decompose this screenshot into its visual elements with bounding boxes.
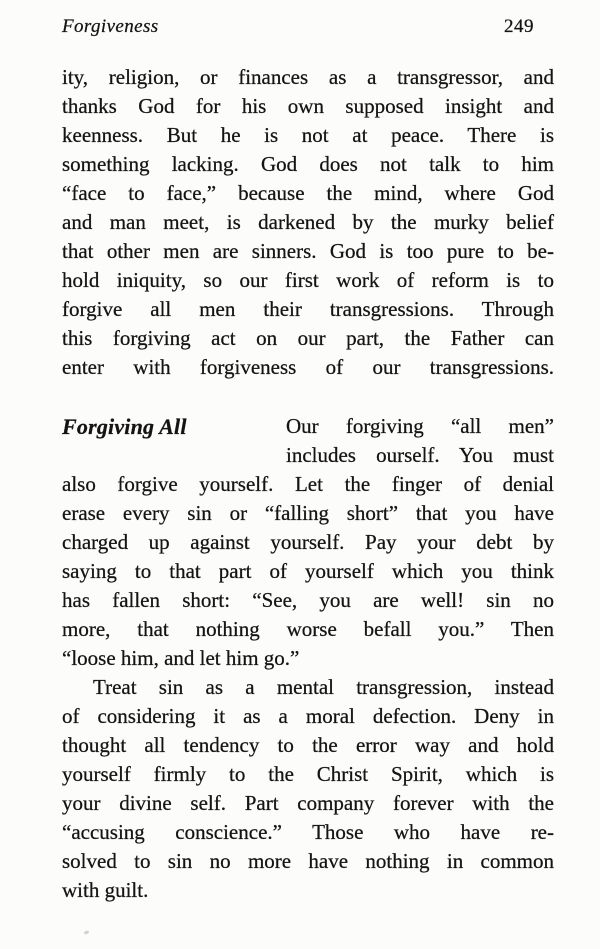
section-heading: Forgiving All <box>62 414 187 439</box>
text-line: “accusing conscience.” Those who have re- <box>62 820 554 844</box>
scan-speck <box>84 930 90 935</box>
text-line: and man meet, is darkened by the murky belief <box>62 210 554 234</box>
text-line: something lacking. God does not talk to him <box>62 152 554 176</box>
text-line: includes ourself. You must <box>286 443 554 467</box>
page-number: 249 <box>504 16 534 37</box>
text-line: charged up against yourself. Pay your debt by <box>62 530 554 554</box>
text-line: thanks God for his own supposed insight and <box>62 94 554 118</box>
page-body <box>62 63 554 905</box>
page-header <box>62 16 554 40</box>
text-line: forgive all men their transgressions. Through <box>62 297 554 321</box>
section-heading-row <box>62 412 554 470</box>
paragraph-continued <box>62 63 554 382</box>
section-intro-column <box>286 412 554 470</box>
text-line: solved to sin no more have nothing in common <box>62 849 554 873</box>
text-line: has fallen short: “See, you are well! sin no <box>62 588 554 612</box>
text-line: hold iniquity, so our first work of reform is to <box>62 268 554 292</box>
text-line: thought all tendency to the error way and hold <box>62 733 554 757</box>
text-line: “loose him, and let him go.” <box>62 646 300 670</box>
text-line: with guilt. <box>62 878 149 902</box>
page-content <box>62 0 554 905</box>
text-line: ity, religion, or finances as a transgressor, and <box>62 65 554 89</box>
text-line: this forgiving act on our part, the Father can <box>62 326 554 350</box>
text-line: saying to that part of yourself which you think <box>62 559 554 583</box>
text-line: keenness. But he is not at peace. There is <box>62 123 554 147</box>
text-line: more, that nothing worse befall you.” Then <box>62 617 554 641</box>
text-line: your divine self. Part company forever with the <box>62 791 554 815</box>
text-line: Our forgiving “all men” <box>286 414 554 438</box>
section-forgiving-all <box>62 412 554 673</box>
text-line: enter with forgiveness of our transgressions. <box>62 355 554 379</box>
text-line: Treat sin as a mental transgression, instead <box>93 675 554 699</box>
running-title: Forgiveness <box>62 16 159 37</box>
text-line: yourself firmly to the Christ Spirit, which is <box>62 762 554 786</box>
text-line: that other men are sinners. God is too pure to be- <box>62 239 554 263</box>
text-line: also forgive yourself. Let the finger of denial <box>62 472 554 496</box>
text-line: erase every sin or “falling short” that you have <box>62 501 554 525</box>
paragraph <box>62 673 554 905</box>
text-line: “face to face,” because the mind, where God <box>62 181 554 205</box>
text-line: of considering it as a moral defection. Deny in <box>62 704 554 728</box>
